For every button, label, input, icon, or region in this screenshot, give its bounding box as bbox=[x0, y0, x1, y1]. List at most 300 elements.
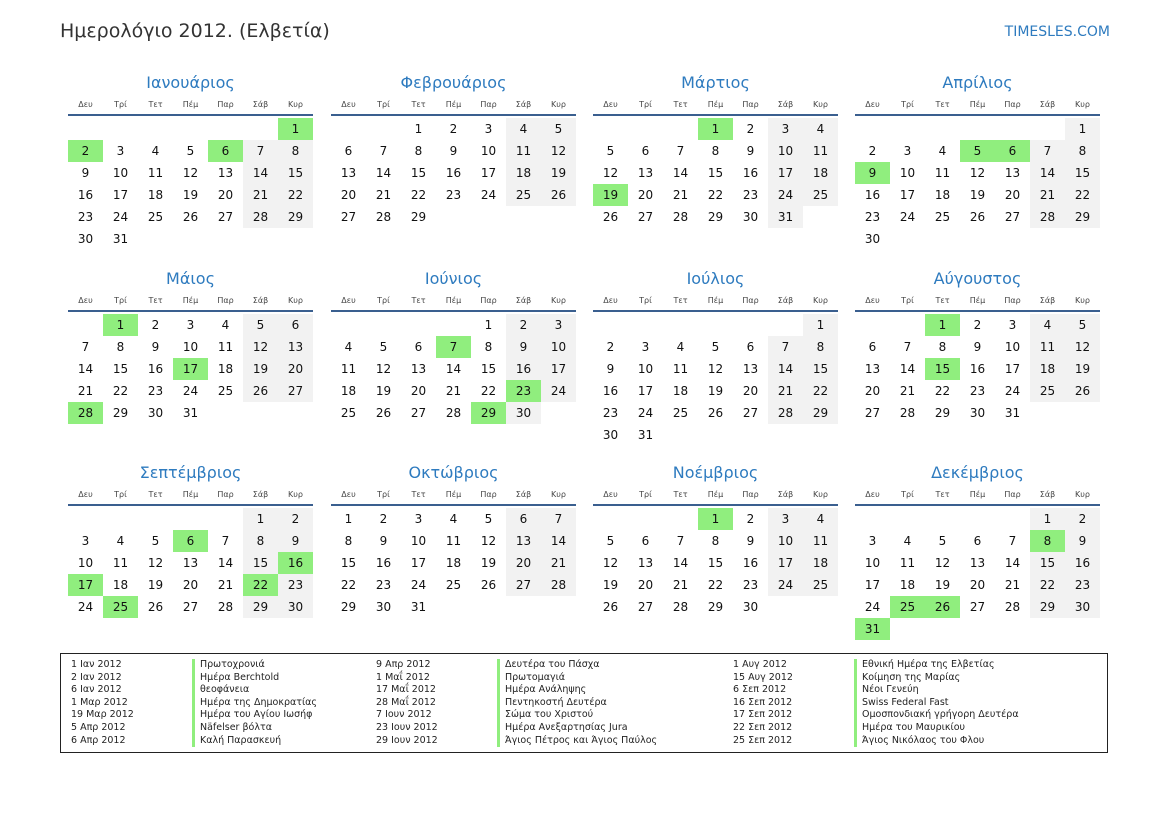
weekday-label: Πέμ bbox=[182, 100, 199, 109]
empty-cell bbox=[960, 508, 995, 530]
weekday-label: Τρί bbox=[901, 490, 914, 499]
day-cell: 17 bbox=[864, 578, 881, 592]
day-cell: 4 bbox=[803, 508, 838, 530]
day-cell: 5 bbox=[711, 340, 720, 354]
day-cell: 28 bbox=[672, 210, 689, 224]
weekday-header bbox=[68, 486, 313, 506]
day-cell: 26 bbox=[602, 210, 619, 224]
day-cell: 25 bbox=[1030, 380, 1065, 402]
day-cell: 24 bbox=[768, 574, 803, 596]
day-cell: 21 bbox=[77, 384, 94, 398]
day-cell: 3 bbox=[868, 534, 877, 548]
day-cell: 13 bbox=[182, 556, 199, 570]
day-cell: 30 bbox=[77, 232, 94, 246]
holiday-entry bbox=[376, 684, 657, 697]
day-cell: 16 bbox=[1065, 552, 1100, 574]
holiday-entry bbox=[71, 672, 317, 685]
day-cell: 1 bbox=[1065, 118, 1100, 140]
day-cell: 11 bbox=[1030, 336, 1065, 358]
day-cell: 6 bbox=[746, 340, 755, 354]
day-cell: 2 bbox=[506, 314, 541, 336]
weekday-label: Κυρ bbox=[551, 100, 566, 109]
holiday-day-cell: 17 bbox=[173, 358, 208, 380]
day-cell: 19 bbox=[1065, 358, 1100, 380]
day-cell: 21 bbox=[375, 188, 392, 202]
holiday-day-cell: 16 bbox=[278, 552, 313, 574]
day-cell: 15 bbox=[480, 362, 497, 376]
page-title: Ημερολόγιο 2012. (Ελβετία) bbox=[60, 20, 330, 42]
holiday-name: Ημέρα Ανάληψης bbox=[497, 684, 586, 697]
day-cell: 18 bbox=[803, 552, 838, 574]
holiday-entry bbox=[71, 735, 317, 748]
day-grid bbox=[593, 118, 838, 228]
holiday-entry bbox=[376, 722, 657, 735]
weekday-label: Πέμ bbox=[182, 296, 199, 305]
empty-cell bbox=[593, 508, 628, 530]
empty-cell bbox=[995, 508, 1030, 530]
day-cell: 20 bbox=[969, 578, 986, 592]
day-cell: 2 bbox=[379, 512, 388, 526]
weekday-label: Δευ bbox=[78, 296, 93, 305]
day-cell: 26 bbox=[969, 210, 986, 224]
day-cell: 3 bbox=[768, 118, 803, 140]
day-cell: 30 bbox=[1065, 596, 1100, 618]
weekday-header bbox=[68, 292, 313, 312]
month-name: Νοέμβριος bbox=[672, 463, 759, 482]
holiday-date: 6 Απρ 2012 bbox=[71, 734, 126, 746]
weekday-label: Τετ bbox=[148, 296, 163, 305]
holiday-name: Δευτέρα του Πάσχα bbox=[497, 659, 600, 672]
day-cell: 29 bbox=[340, 600, 357, 614]
day-cell: 3 bbox=[484, 122, 493, 136]
empty-cell bbox=[733, 314, 768, 336]
day-cell: 6 bbox=[973, 534, 982, 548]
day-cell: 23 bbox=[77, 210, 94, 224]
day-cell: 21 bbox=[541, 552, 576, 574]
holiday-date: 19 Μαρ 2012 bbox=[71, 709, 134, 721]
day-cell: 26 bbox=[182, 210, 199, 224]
holiday-entry bbox=[71, 684, 317, 697]
day-cell: 11 bbox=[506, 140, 541, 162]
day-cell: 9 bbox=[973, 340, 982, 354]
empty-cell bbox=[208, 118, 243, 140]
day-cell: 14 bbox=[768, 358, 803, 380]
day-cell: 4 bbox=[803, 118, 838, 140]
day-cell: 18 bbox=[217, 362, 234, 376]
day-cell: 6 bbox=[278, 314, 313, 336]
holiday-date: 1 Μαΐ 2012 bbox=[376, 671, 430, 683]
day-cell: 16 bbox=[77, 188, 94, 202]
day-cell: 22 bbox=[112, 384, 129, 398]
holiday-date: 9 Απρ 2012 bbox=[376, 659, 431, 670]
day-cell: 14 bbox=[541, 530, 576, 552]
day-cell: 18 bbox=[112, 578, 129, 592]
holiday-date: 23 Ιουν 2012 bbox=[376, 721, 438, 733]
day-cell: 4 bbox=[116, 534, 125, 548]
day-cell: 30 bbox=[742, 210, 759, 224]
day-cell: 12 bbox=[541, 140, 576, 162]
day-cell: 10 bbox=[768, 530, 803, 552]
day-cell: 16 bbox=[742, 556, 759, 570]
day-cell: 6 bbox=[641, 144, 650, 158]
day-cell: 11 bbox=[934, 166, 951, 180]
day-cell: 20 bbox=[864, 384, 881, 398]
holiday-entry bbox=[733, 672, 1019, 685]
day-cell: 4 bbox=[449, 512, 458, 526]
day-cell: 22 bbox=[340, 578, 357, 592]
day-cell: 23 bbox=[375, 578, 392, 592]
day-cell: 10 bbox=[541, 336, 576, 358]
day-cell: 7 bbox=[903, 340, 912, 354]
day-cell: 22 bbox=[707, 188, 724, 202]
holiday-date: 17 Σεπ 2012 bbox=[733, 709, 793, 721]
day-cell: 19 bbox=[541, 162, 576, 184]
day-cell: 27 bbox=[278, 380, 313, 402]
day-cell: 30 bbox=[506, 402, 541, 424]
day-cell: 4 bbox=[676, 340, 685, 354]
day-cell: 29 bbox=[1030, 596, 1065, 618]
day-cell: 2 bbox=[746, 512, 755, 526]
day-cell: 29 bbox=[803, 402, 838, 424]
day-cell: 31 bbox=[768, 206, 803, 228]
day-cell: 24 bbox=[637, 406, 654, 420]
empty-cell bbox=[68, 118, 103, 140]
weekday-label: Δευ bbox=[341, 490, 356, 499]
weekday-label: Τρί bbox=[639, 296, 652, 305]
day-cell: 20 bbox=[217, 188, 234, 202]
day-cell: 15 bbox=[1065, 162, 1100, 184]
day-grid bbox=[855, 118, 1100, 250]
day-cell: 11 bbox=[803, 530, 838, 552]
day-cell: 7 bbox=[676, 534, 685, 548]
day-cell: 24 bbox=[541, 380, 576, 402]
holiday-entry bbox=[376, 659, 657, 672]
weekday-label: Κυρ bbox=[551, 490, 566, 499]
weekday-label: Τετ bbox=[411, 100, 426, 109]
day-cell: 26 bbox=[480, 578, 497, 592]
holiday-name: Ημέρα της Δημοκρατίας bbox=[192, 697, 317, 710]
day-cell: 31 bbox=[112, 232, 129, 246]
day-cell: 14 bbox=[1004, 556, 1021, 570]
day-cell: 30 bbox=[375, 600, 392, 614]
day-cell: 12 bbox=[1065, 336, 1100, 358]
holiday-entry bbox=[733, 722, 1019, 735]
day-cell: 16 bbox=[375, 556, 392, 570]
day-cell: 4 bbox=[938, 144, 947, 158]
day-cell: 8 bbox=[243, 530, 278, 552]
holiday-date: 28 Μαΐ 2012 bbox=[376, 696, 436, 708]
empty-cell bbox=[855, 314, 890, 336]
day-cell: 8 bbox=[414, 144, 423, 158]
day-cell: 22 bbox=[934, 384, 951, 398]
empty-cell bbox=[593, 118, 628, 140]
empty-cell bbox=[331, 118, 366, 140]
weekday-label: Σάβ bbox=[777, 490, 794, 499]
weekday-label: Σάβ bbox=[515, 100, 532, 109]
empty-cell bbox=[890, 118, 925, 140]
day-cell: 10 bbox=[410, 534, 427, 548]
day-cell: 22 bbox=[1065, 184, 1100, 206]
day-cell: 24 bbox=[768, 184, 803, 206]
day-cell: 24 bbox=[112, 210, 129, 224]
day-cell: 22 bbox=[278, 184, 313, 206]
empty-cell bbox=[960, 118, 995, 140]
month-name: Ιανουάριος bbox=[146, 73, 235, 92]
day-cell: 24 bbox=[899, 210, 916, 224]
day-cell: 10 bbox=[864, 556, 881, 570]
day-cell: 27 bbox=[637, 210, 654, 224]
day-cell: 26 bbox=[1065, 380, 1100, 402]
weekday-label: Κυρ bbox=[1075, 490, 1090, 499]
weekday-label: Τετ bbox=[148, 100, 163, 109]
day-cell: 8 bbox=[803, 336, 838, 358]
day-cell: 19 bbox=[934, 578, 951, 592]
day-cell: 29 bbox=[934, 406, 951, 420]
day-cell: 7 bbox=[1008, 534, 1017, 548]
day-cell: 17 bbox=[768, 552, 803, 574]
day-cell: 4 bbox=[221, 318, 230, 332]
month-name: Σεπτέμβριος bbox=[139, 463, 242, 482]
weekday-label: Παρ bbox=[217, 100, 234, 109]
weekday-header bbox=[68, 96, 313, 116]
empty-cell bbox=[173, 118, 208, 140]
day-cell: 15 bbox=[803, 358, 838, 380]
day-cell: 20 bbox=[340, 188, 357, 202]
weekday-label: Τρί bbox=[639, 100, 652, 109]
weekday-label: Παρ bbox=[1004, 490, 1021, 499]
holiday-day-cell: 25 bbox=[103, 596, 138, 618]
day-cell: 29 bbox=[112, 406, 129, 420]
day-cell: 8 bbox=[278, 140, 313, 162]
holiday-entry bbox=[733, 659, 1019, 672]
day-cell: 14 bbox=[77, 362, 94, 376]
day-cell: 12 bbox=[375, 362, 392, 376]
weekday-header bbox=[855, 96, 1100, 116]
day-cell: 14 bbox=[445, 362, 462, 376]
holiday-name: Καλή Παρασκευή bbox=[192, 735, 281, 748]
day-cell: 8 bbox=[116, 340, 125, 354]
weekday-label: Δευ bbox=[865, 296, 880, 305]
empty-cell bbox=[663, 118, 698, 140]
empty-cell bbox=[331, 314, 366, 336]
empty-cell bbox=[138, 508, 173, 530]
day-cell: 5 bbox=[243, 314, 278, 336]
holiday-entry bbox=[71, 709, 317, 722]
weekday-header bbox=[331, 96, 576, 116]
day-cell: 10 bbox=[112, 166, 129, 180]
holiday-date: 7 Ιουν 2012 bbox=[376, 709, 432, 721]
day-cell: 13 bbox=[410, 362, 427, 376]
day-cell: 19 bbox=[602, 578, 619, 592]
empty-cell bbox=[366, 118, 401, 140]
day-cell: 18 bbox=[899, 578, 916, 592]
holiday-entry bbox=[733, 735, 1019, 748]
weekday-label: Κυρ bbox=[288, 100, 303, 109]
day-cell: 16 bbox=[506, 358, 541, 380]
day-cell: 7 bbox=[379, 144, 388, 158]
month-5 bbox=[68, 268, 313, 424]
empty-cell bbox=[1030, 118, 1065, 140]
holiday-name: Κοίμηση της Μαρίας bbox=[854, 672, 960, 685]
day-cell: 2 bbox=[973, 318, 982, 332]
weekday-header bbox=[855, 486, 1100, 506]
day-cell: 16 bbox=[602, 384, 619, 398]
holiday-day-cell: 28 bbox=[68, 402, 103, 424]
day-cell: 12 bbox=[480, 534, 497, 548]
holiday-entry bbox=[71, 722, 317, 735]
day-cell: 17 bbox=[410, 556, 427, 570]
weekday-label: Πέμ bbox=[969, 100, 986, 109]
day-cell: 6 bbox=[641, 534, 650, 548]
day-cell: 13 bbox=[340, 166, 357, 180]
day-cell: 20 bbox=[637, 578, 654, 592]
holiday-name: θεοφάνεια bbox=[192, 684, 249, 697]
day-cell: 23 bbox=[864, 210, 881, 224]
holiday-entry bbox=[71, 659, 317, 672]
day-cell: 21 bbox=[672, 578, 689, 592]
empty-cell bbox=[173, 508, 208, 530]
day-cell: 9 bbox=[81, 166, 90, 180]
day-cell: 14 bbox=[672, 556, 689, 570]
day-cell: 1 bbox=[803, 314, 838, 336]
day-cell: 27 bbox=[864, 406, 881, 420]
holiday-date: 6 Ιαν 2012 bbox=[71, 684, 122, 696]
day-cell: 8 bbox=[344, 534, 353, 548]
day-cell: 30 bbox=[864, 232, 881, 246]
day-cell: 9 bbox=[746, 144, 755, 158]
day-cell: 21 bbox=[672, 188, 689, 202]
holiday-name: Εθνική Ημέρα της Ελβετίας bbox=[854, 659, 995, 672]
day-cell: 28 bbox=[445, 406, 462, 420]
site-brand-link[interactable]: TIMESLES.COM bbox=[1004, 24, 1110, 40]
weekday-label: Παρ bbox=[742, 100, 759, 109]
day-cell: 14 bbox=[1030, 162, 1065, 184]
day-cell: 29 bbox=[243, 596, 278, 618]
day-cell: 19 bbox=[182, 188, 199, 202]
day-cell: 26 bbox=[602, 600, 619, 614]
day-cell: 26 bbox=[541, 184, 576, 206]
weekday-label: Τετ bbox=[935, 100, 950, 109]
day-cell: 14 bbox=[243, 162, 278, 184]
weekday-label: Παρ bbox=[217, 490, 234, 499]
day-cell: 25 bbox=[934, 210, 951, 224]
day-cell: 31 bbox=[637, 428, 654, 442]
day-cell: 12 bbox=[243, 336, 278, 358]
weekday-label: Παρ bbox=[1004, 296, 1021, 305]
day-cell: 13 bbox=[506, 530, 541, 552]
weekday-label: Παρ bbox=[1004, 100, 1021, 109]
day-cell: 20 bbox=[742, 384, 759, 398]
day-cell: 8 bbox=[711, 534, 720, 548]
day-cell: 17 bbox=[480, 166, 497, 180]
day-cell: 21 bbox=[243, 184, 278, 206]
holiday-day-cell: 7 bbox=[436, 336, 471, 358]
day-cell: 28 bbox=[768, 402, 803, 424]
holiday-day-cell: 15 bbox=[925, 358, 960, 380]
weekday-label: Παρ bbox=[742, 490, 759, 499]
day-cell: 18 bbox=[934, 188, 951, 202]
day-cell: 9 bbox=[506, 336, 541, 358]
holiday-entry bbox=[71, 697, 317, 710]
holiday-date: 22 Σεπ 2012 bbox=[733, 721, 793, 733]
weekday-label: Τρί bbox=[639, 490, 652, 499]
day-cell: 13 bbox=[278, 336, 313, 358]
holiday-name: Πεντηκοστή Δευτέρα bbox=[497, 697, 607, 710]
day-cell: 25 bbox=[506, 184, 541, 206]
weekday-label: Τετ bbox=[148, 490, 163, 499]
weekday-label: Τετ bbox=[673, 296, 688, 305]
weekday-header bbox=[593, 486, 838, 506]
weekday-label: Δευ bbox=[603, 296, 618, 305]
holiday-name: Άγιος Νικόλαος του Φλου bbox=[854, 735, 984, 748]
day-cell: 13 bbox=[742, 362, 759, 376]
day-cell: 30 bbox=[602, 428, 619, 442]
day-cell: 17 bbox=[637, 384, 654, 398]
weekday-label: Δευ bbox=[78, 100, 93, 109]
day-cell: 4 bbox=[151, 144, 160, 158]
weekday-header bbox=[331, 292, 576, 312]
day-cell: 9 bbox=[1065, 530, 1100, 552]
holiday-entry bbox=[376, 735, 657, 748]
day-cell: 11 bbox=[672, 362, 689, 376]
empty-cell bbox=[628, 314, 663, 336]
holiday-name: Σώμα του Χριστού bbox=[497, 709, 593, 722]
holiday-day-cell: 1 bbox=[925, 314, 960, 336]
weekday-label: Παρ bbox=[480, 490, 497, 499]
holiday-column-3 bbox=[733, 659, 1019, 747]
day-cell: 3 bbox=[641, 340, 650, 354]
weekday-label: Σάβ bbox=[252, 490, 269, 499]
weekday-label: Σάβ bbox=[777, 296, 794, 305]
day-grid bbox=[68, 314, 313, 424]
day-cell: 20 bbox=[278, 358, 313, 380]
holiday-entry bbox=[733, 709, 1019, 722]
day-cell: 15 bbox=[1030, 552, 1065, 574]
day-cell: 10 bbox=[77, 556, 94, 570]
day-cell: 6 bbox=[868, 340, 877, 354]
day-cell: 5 bbox=[1065, 314, 1100, 336]
day-cell: 7 bbox=[243, 140, 278, 162]
holiday-name: Ομοσπονδιακή γρήγορη Δευτέρα bbox=[854, 709, 1019, 722]
weekday-label: Τρί bbox=[377, 490, 390, 499]
empty-cell bbox=[243, 118, 278, 140]
day-cell: 13 bbox=[864, 362, 881, 376]
holiday-day-cell: 8 bbox=[1030, 530, 1065, 552]
day-cell: 23 bbox=[445, 188, 462, 202]
day-cell: 15 bbox=[112, 362, 129, 376]
day-cell: 12 bbox=[147, 556, 164, 570]
day-cell: 7 bbox=[768, 336, 803, 358]
day-cell: 26 bbox=[243, 380, 278, 402]
day-cell: 21 bbox=[445, 384, 462, 398]
day-cell: 26 bbox=[147, 600, 164, 614]
holiday-column-2 bbox=[376, 659, 657, 747]
month-3 bbox=[593, 72, 838, 228]
weekday-label: Σάβ bbox=[252, 296, 269, 305]
empty-cell bbox=[208, 508, 243, 530]
day-cell: 17 bbox=[112, 188, 129, 202]
day-cell: 15 bbox=[243, 552, 278, 574]
holiday-date: 16 Σεπ 2012 bbox=[733, 696, 793, 708]
month-11 bbox=[593, 462, 838, 618]
day-cell: 20 bbox=[506, 552, 541, 574]
holiday-day-cell: 23 bbox=[506, 380, 541, 402]
day-cell: 5 bbox=[541, 118, 576, 140]
day-cell: 2 bbox=[278, 508, 313, 530]
day-cell: 6 bbox=[414, 340, 423, 354]
weekday-header bbox=[593, 96, 838, 116]
holiday-day-cell: 2 bbox=[68, 140, 103, 162]
